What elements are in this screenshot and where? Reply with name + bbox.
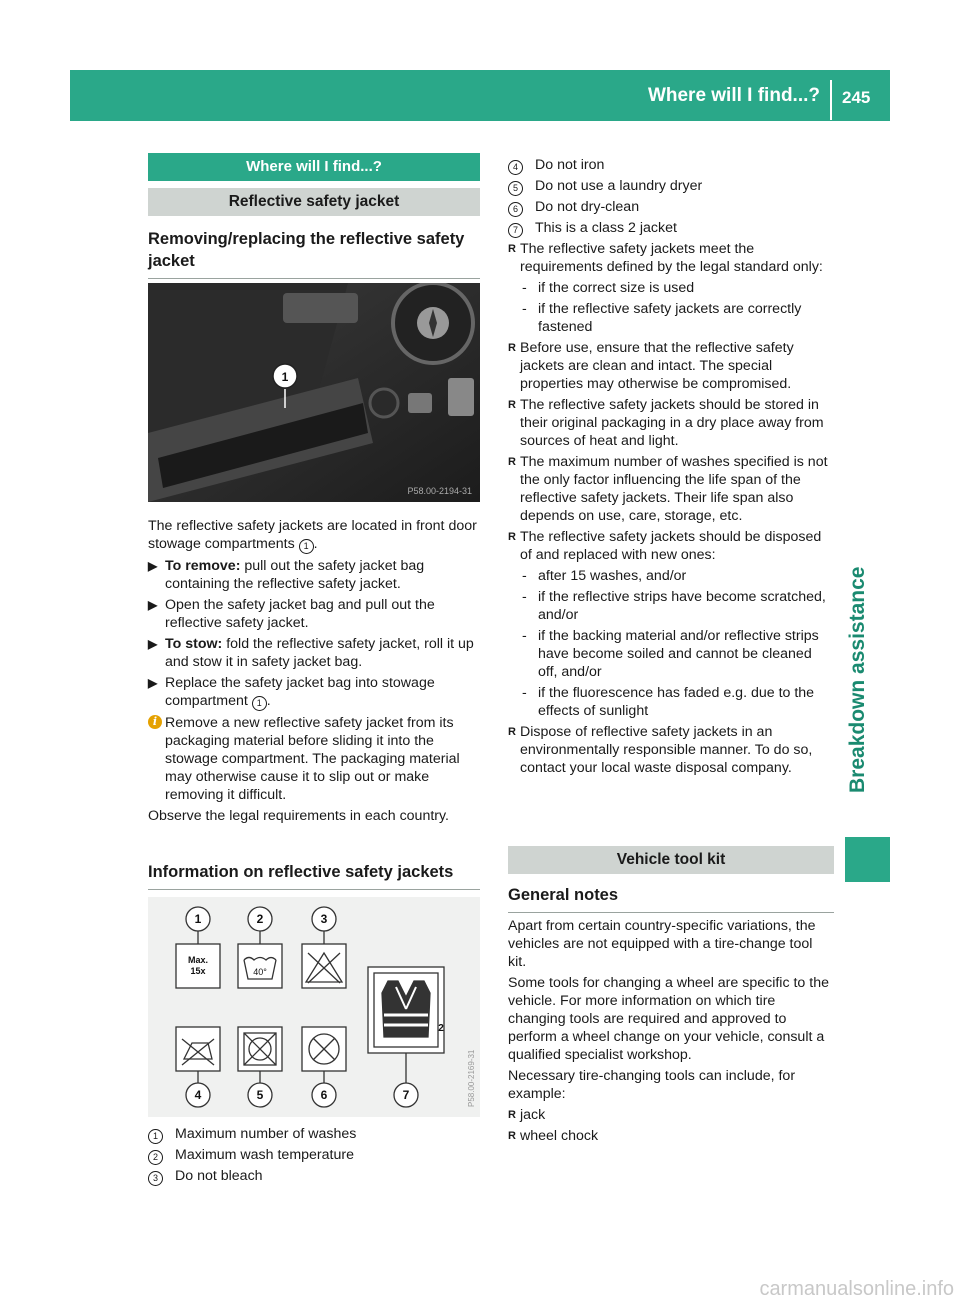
callout-icon: 7 (508, 223, 523, 238)
svg-text:4: 4 (194, 1088, 202, 1102)
arrow-icon: ▶ (148, 676, 158, 690)
arrow-icon: ▶ (148, 598, 158, 612)
bullet-icon: R (508, 1109, 516, 1121)
dash-item: - after 15 washes, and/or (522, 568, 687, 584)
legend-left (148, 1125, 480, 1188)
callout-icon: 4 (508, 160, 523, 175)
callout-icon: 3 (148, 1171, 163, 1186)
max-washes-value: 15x (190, 966, 206, 976)
bullet-item: R The reflective safety jackets meet the requirements defined by the legal standard only: (508, 241, 823, 275)
bullet-icon: R (508, 342, 516, 354)
callout-icon: 1 (148, 1129, 163, 1144)
svg-text:1: 1 (281, 370, 289, 384)
callout-icon: 2 (148, 1150, 163, 1165)
legend-item: 6 Do not dry-clean (508, 198, 834, 216)
arrow-icon: ▶ (148, 637, 158, 651)
jacket-class: 2 (438, 1023, 444, 1034)
side-tab-marker (845, 837, 890, 882)
legend-item: 4 Do not iron (508, 156, 834, 174)
heading-general-notes: General notes (508, 884, 834, 913)
bullet-item: R Dispose of reflective safety jackets in an environmentally responsible manner. To do so, contact your local waste disposal company. (508, 724, 813, 776)
step-item: ▶ Replace the safety jacket bag into stowage compartment 1 . (148, 675, 435, 709)
legend-item: 3 Do not bleach (148, 1167, 480, 1185)
bullet-item: R The reflective safety jackets should be disposed of and replaced with new ones: (508, 529, 822, 563)
legend-item: 1 Maximum number of washes (148, 1125, 480, 1143)
callout-icon: 6 (508, 202, 523, 217)
care-symbols-figure (148, 897, 480, 1117)
callout-1-icon: 1 (299, 539, 314, 554)
svg-text:3: 3 (320, 912, 328, 926)
wash-temperature: 40° (253, 967, 267, 977)
bullet-item: R The maximum number of washes specified is not the only factor influencing the life span of the reflective safety jackets. Their life span also depends on use, care, storage, etc. (508, 454, 828, 524)
svg-text:2: 2 (256, 912, 264, 926)
door-compartment-photo (148, 283, 480, 502)
bullet-icon: R (508, 726, 516, 738)
dash-item: - if the reflective safety jackets are correctly fastened (522, 301, 802, 335)
heading-removing: Removing/replacing the reflective safety jacket (148, 228, 480, 279)
svg-text:7: 7 (402, 1088, 410, 1102)
step-item: ▶ To stow: fold the reflective safety jacket, roll it up and stow it in safety jacket bag. (148, 636, 474, 670)
step-item: ▶ To remove: pull out the safety jacket bag containing the reflective safety jacket. (148, 558, 425, 592)
right-body-text (508, 156, 834, 780)
section-bar-tool-kit: Vehicle tool kit (508, 846, 834, 874)
arrow-icon: ▶ (148, 559, 158, 573)
legend-item: 2 Maximum wash temperature (148, 1146, 480, 1164)
subsection-bar: Reflective safety jacket (148, 188, 480, 216)
dash-item: - if the fluorescence has faded e.g. due to the effects of sunlight (522, 685, 815, 719)
bullet-item: R Before use, ensure that the reflective safety jackets are clean and intact. The special properties may otherwise be compromised. (508, 340, 794, 392)
svg-text:6: 6 (320, 1088, 328, 1102)
bullet-icon: R (508, 456, 516, 468)
info-note: i Remove a new reflective safety jacket from its packaging material before sliding it into the stowage compartment. The packaging material may otherwise cause it to slip out or make removing it difficult. (148, 714, 480, 804)
info-icon: i (148, 715, 162, 729)
page-number: 245 (842, 88, 871, 107)
callout-1-icon: 1 (252, 696, 267, 711)
intro-paragraph: The reflective safety jackets are located in front door stowage compartments 1 . (148, 518, 477, 552)
bullet-icon: R (508, 243, 516, 255)
dash-item: - if the correct size is used (522, 280, 695, 296)
svg-text:1: 1 (194, 912, 202, 926)
bullet-icon: R (508, 1130, 516, 1142)
paragraph: Some tools for changing a wheel are specific to the vehicle. For more information on which tire changing tools are required and approved to perform a wheel change on your vehicle, consult a qualified specialist workshop. (508, 975, 829, 1063)
watermark: carmanualsonline.info (759, 1278, 954, 1300)
paragraph: Necessary tire-changing tools can include, for example: (508, 1068, 796, 1102)
bullet-item: R wheel chock (508, 1128, 599, 1144)
figure-code: P58.00-2169-31 (467, 1049, 476, 1107)
dash-item: - if the backing material and/or reflective strips have become soiled and cannot be cleaned off, and/or (522, 628, 819, 680)
step-item: ▶ Open the safety jacket bag and pull out the reflective safety jacket. (148, 597, 435, 631)
callout-icon: 5 (508, 181, 523, 196)
paragraph: Apart from certain country-specific variations, the vehicles are not equipped with a tire-change tool kit. (508, 918, 816, 970)
svg-text:5: 5 (256, 1088, 264, 1102)
bullet-icon: R (508, 531, 516, 543)
bullet-item: R The reflective safety jackets should be stored in their original packaging in a dry place away from sources of heat and light. (508, 397, 824, 449)
legal-paragraph: Observe the legal requirements in each country. (148, 808, 449, 824)
legend-item: 7 This is a class 2 jacket (508, 219, 834, 237)
section-bar: Where will I find...? (148, 153, 480, 181)
figure-code: P58.00-2194-31 (407, 486, 472, 496)
header-separator (830, 80, 832, 120)
dash-item: - if the reflective strips have become scratched, and/or (522, 589, 826, 623)
header-title: Where will I find...? (647, 85, 820, 106)
legend-item: 5 Do not use a laundry dryer (508, 177, 834, 195)
left-body-text (148, 517, 480, 828)
max-washes-label: Max. (187, 955, 209, 965)
tool-kit-text (508, 917, 834, 1148)
side-tab-label: Breakdown assistance (846, 566, 869, 794)
bullet-icon: R (508, 399, 516, 411)
bullet-item: R jack (508, 1107, 546, 1123)
heading-information: Information on reflective safety jackets (148, 861, 480, 890)
